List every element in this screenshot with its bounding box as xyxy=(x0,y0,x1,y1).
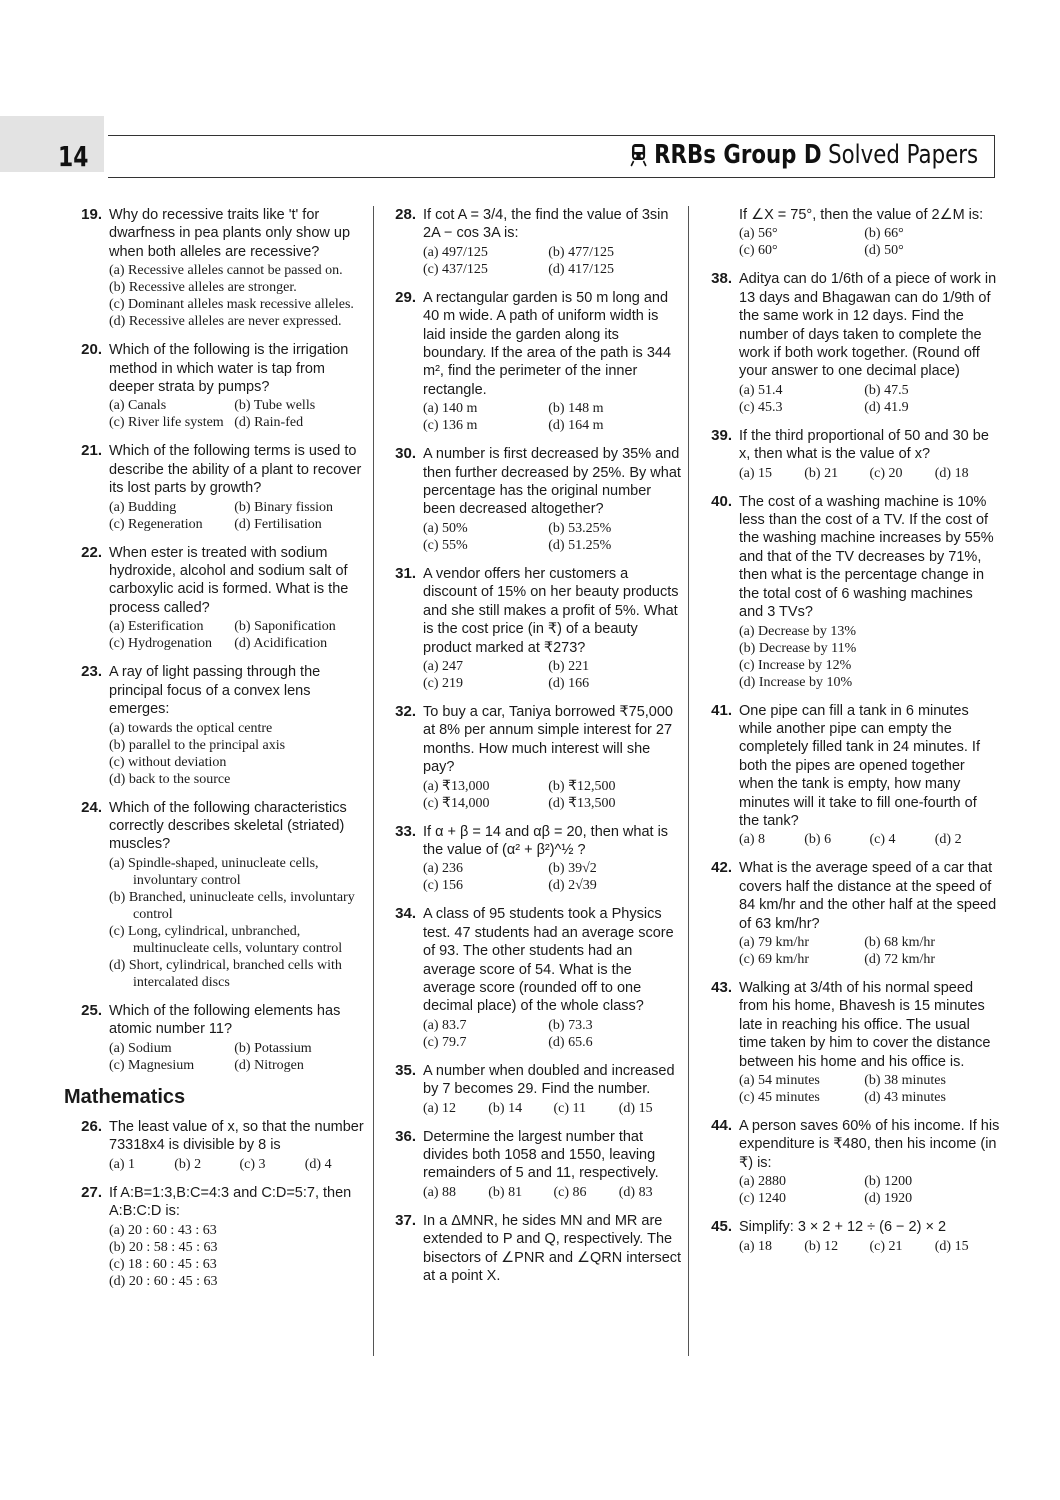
option: (d) 65.6 xyxy=(548,1034,593,1050)
question xyxy=(704,493,1000,691)
option: (b) 66° xyxy=(864,226,904,242)
option: (b) Potassium xyxy=(234,1040,312,1056)
options xyxy=(423,1184,684,1201)
question-number: 39. xyxy=(711,426,732,444)
options xyxy=(739,465,1000,482)
question-text: In a ΔMNR, he sides MN and MR are extended to P and Q, respectively. The bisectors of ∠PNR and ∠QRN intersect at a point X. xyxy=(423,1212,682,1285)
question-number: 38. xyxy=(711,270,732,288)
options xyxy=(739,934,1000,968)
option-row xyxy=(423,261,684,278)
question xyxy=(704,979,1000,1106)
question xyxy=(388,823,684,895)
options xyxy=(109,1222,370,1290)
question-text: If α + β = 14 and αβ = 20, then what is the value of (α² + β²)^½ ? xyxy=(423,823,669,858)
question-text: The least value of x, so that the number 73318x4 is divisible by 8 is xyxy=(109,1118,364,1154)
question-text: Why do recessive traits like 't' for dwarfness in pea plants only show up when both alleles are recessive? xyxy=(109,207,351,260)
option: (d) 2 xyxy=(934,832,962,848)
option: (b) 21 xyxy=(804,465,839,481)
question xyxy=(74,663,370,787)
option-row xyxy=(739,1190,1000,1207)
option: (a) Esterification xyxy=(109,619,204,635)
option: (b) Saponification xyxy=(234,619,336,635)
option: (d) 41.9 xyxy=(864,399,909,415)
option: (a) 12 xyxy=(423,1100,457,1116)
question-text: A class of 95 students took a Physics test. 47 students had an average score of 93. The other students had an average score of 54. What is the average score (rounded off to one decimal place) of the whole class? xyxy=(423,906,674,1015)
series-title-bold: RRBs Group D xyxy=(653,140,822,170)
question xyxy=(74,1184,370,1290)
question-text: What is the average speed of a car that covers half the distance at the speed of 84 km/hr and the other half at the speed of 63 km/hr? xyxy=(739,860,997,932)
page-number: 14 xyxy=(58,140,89,173)
option: (c) without deviation xyxy=(109,754,227,770)
option: (c) 1240 xyxy=(739,1191,787,1207)
question-number: 45. xyxy=(711,1218,732,1236)
option: (c) ₹14,000 xyxy=(423,795,490,811)
option: (b) 1200 xyxy=(864,1174,913,1190)
question-number: 19. xyxy=(81,206,102,223)
option: (a) Recessive alleles cannot be passed on. xyxy=(109,263,343,279)
option-row xyxy=(739,831,1000,848)
option-row xyxy=(423,860,684,877)
option: (a) 51.4 xyxy=(739,382,783,398)
option: (b) Tube wells xyxy=(234,398,316,414)
option: (d) 166 xyxy=(548,675,590,691)
option: (c) 60° xyxy=(739,243,778,259)
question-number: 42. xyxy=(711,859,732,877)
question-number: 33. xyxy=(395,822,416,840)
option-row xyxy=(423,244,684,261)
header-rule xyxy=(108,177,995,178)
question xyxy=(704,859,1000,968)
question-text: A number is first decreased by 35% and then further decreased by 25%. By what percentage has the original number been decreased altogether? xyxy=(423,446,681,518)
options xyxy=(423,860,684,894)
option-row xyxy=(109,1156,370,1173)
option-row xyxy=(739,399,1000,416)
option-row xyxy=(423,778,684,795)
question xyxy=(74,1118,370,1173)
option-row xyxy=(423,1017,684,1034)
options xyxy=(109,618,370,652)
question-number: 41. xyxy=(711,701,732,719)
option-row xyxy=(423,877,684,894)
option: (d) 164 m xyxy=(548,418,604,434)
option: (c) 156 xyxy=(423,878,464,894)
question xyxy=(74,442,370,532)
option: (d) Short, cylindrical, branched cells with intercalated discs xyxy=(109,957,342,990)
question-text: To buy a car, Taniya borrowed ₹75,000 at 8% per annum simple interest for 27 months. How much interest will she pay? xyxy=(423,703,673,776)
question-text: Which of the following terms is used to describe the ability of a plant to recover its lost parts by growth? xyxy=(109,443,362,497)
question-text: Which of the following is the irrigation method in which water is tap from deeper strata by pumps? xyxy=(109,342,349,396)
option: (d) 2√39 xyxy=(548,878,597,894)
option: (d) Nitrogen xyxy=(234,1057,304,1073)
option: (b) Binary fission xyxy=(234,499,334,515)
option: (c) Long, cylindrical, unbranched, multinucleate cells, voluntary control xyxy=(109,923,343,956)
option: (c) 55% xyxy=(423,537,468,553)
option-row xyxy=(423,795,684,812)
header-rule xyxy=(108,135,995,136)
question-text: Which of the following characteristics correctly describes skeletal (striated) muscles? xyxy=(109,799,347,853)
options xyxy=(109,720,370,788)
option-row xyxy=(109,1057,370,1074)
option: (d) 83 xyxy=(618,1184,653,1200)
option-row xyxy=(109,516,370,533)
option-row xyxy=(739,1072,1000,1089)
options xyxy=(109,499,370,533)
option: (d) 417/125 xyxy=(548,261,614,277)
question-text: The cost of a washing machine is 10% less than the cost of a TV. If the cost of the washing machine increases by 55% and that of the TV decreases by 71%, then what is the percentage change in the total cost of 6 washing machines and 3 TVs? xyxy=(739,493,994,621)
question xyxy=(704,1117,1000,1207)
question xyxy=(388,565,684,692)
question xyxy=(388,703,684,812)
option: (d) Rain-fed xyxy=(234,415,304,431)
question xyxy=(704,270,1000,415)
option: (b) 14 xyxy=(488,1100,523,1116)
option: (b) Recessive alleles are stronger. xyxy=(109,280,297,296)
option: (d) Recessive alleles are never expressed. xyxy=(109,314,342,330)
option-row xyxy=(423,658,684,675)
options xyxy=(739,225,1000,259)
option: (d) Increase by 10% xyxy=(739,674,853,690)
option: (a) Budding xyxy=(109,499,177,515)
question-text: A rectangular garden is 50 m long and 40 m wide. A path of uniform width is laid inside the garden along its boundary. If the area of the path is 344 m², find the perimeter of the inner rectangle. xyxy=(423,289,672,398)
option: (a) 236 xyxy=(423,861,464,877)
train-icon xyxy=(629,143,647,167)
options xyxy=(423,778,684,812)
question xyxy=(74,1002,370,1074)
option: (a) Spindle-shaped, uninucleate cells, involuntary control xyxy=(109,855,319,888)
option-row xyxy=(423,1100,684,1117)
options xyxy=(109,855,370,991)
question xyxy=(74,206,370,330)
option-row xyxy=(109,618,370,635)
option-row xyxy=(423,1034,684,1051)
option: (b) 68 km/hr xyxy=(864,934,936,950)
question xyxy=(388,1128,684,1201)
option-row xyxy=(739,382,1000,399)
option: (d) Acidification xyxy=(234,636,328,652)
option-row xyxy=(109,1040,370,1057)
question xyxy=(388,1062,684,1117)
option: (d) 15 xyxy=(618,1100,653,1116)
option: (a) towards the optical centre xyxy=(109,720,273,736)
option: (b) 477/125 xyxy=(548,244,614,260)
question-number: 24. xyxy=(81,798,102,816)
option: (a) 8 xyxy=(739,832,766,848)
option-row xyxy=(739,1238,1000,1255)
option: (b) parallel to the principal axis xyxy=(109,737,286,753)
question-text: If cot A = 3/4, the find the value of 3sin 2A − cos 3A is: xyxy=(423,207,669,242)
question-number: 37. xyxy=(395,1211,416,1229)
option: (d) 20 : 60 : 45 : 63 xyxy=(109,1273,218,1289)
series-title xyxy=(553,140,978,170)
option-row xyxy=(423,417,684,434)
option-row xyxy=(739,1089,1000,1106)
question xyxy=(388,905,684,1050)
option: (a) 83.7 xyxy=(423,1017,467,1033)
option: (a) 54 minutes xyxy=(739,1073,820,1088)
option: (c) 4 xyxy=(869,832,896,848)
option: (d) ₹13,500 xyxy=(548,795,616,811)
option: (a) 56° xyxy=(739,226,778,242)
option: (d) back to the source xyxy=(109,771,231,787)
option: (b) 12 xyxy=(804,1238,839,1254)
question-text: A number when doubled and increased by 7 becomes 29. Find the number. xyxy=(423,1062,675,1098)
option: (d) 1920 xyxy=(864,1191,913,1207)
question-number: 25. xyxy=(81,1001,102,1019)
option: (b) 148 m xyxy=(548,401,604,417)
option: (c) 3 xyxy=(239,1156,266,1172)
options xyxy=(423,658,684,692)
option: (d) 43 minutes xyxy=(864,1090,946,1105)
option-row xyxy=(423,400,684,417)
question xyxy=(704,702,1000,849)
question-text: A ray of light passing through the principal focus of a convex lens emerges: xyxy=(109,664,321,718)
question xyxy=(704,1218,1000,1254)
options xyxy=(423,1017,684,1051)
option: (c) Dominant alleles mask recessive alleles. xyxy=(109,297,354,313)
option: (d) 4 xyxy=(304,1156,332,1172)
question xyxy=(388,445,684,554)
option-row xyxy=(423,1184,684,1201)
question-number: 40. xyxy=(711,492,732,510)
option: (b) 20 : 58 : 45 : 63 xyxy=(109,1239,218,1255)
option: (c) 20 xyxy=(869,465,903,481)
question-text: One pipe can fill a tank in 6 minutes while another pipe can empty the completely filled tank in 24 minutes. If both the pipes are opened together when the tank is empty, how many minutes will it take to fill one-fourth of the tank? xyxy=(739,702,980,829)
option: (a) ₹13,000 xyxy=(423,778,490,794)
option: (c) 79.7 xyxy=(423,1034,467,1050)
question-number: 36. xyxy=(395,1127,416,1145)
option: (d) 18 xyxy=(934,465,969,481)
column-2 xyxy=(388,206,684,1296)
column-1 xyxy=(64,206,370,1301)
option-row xyxy=(109,635,370,652)
options xyxy=(739,382,1000,416)
question xyxy=(704,427,1000,482)
option: (c) 45 minutes xyxy=(739,1090,820,1105)
question-number: 32. xyxy=(395,702,416,720)
question xyxy=(74,544,370,653)
question xyxy=(388,1212,684,1286)
option: (a) Canals xyxy=(109,398,167,414)
options xyxy=(109,1040,370,1074)
options xyxy=(739,1238,1000,1255)
column-3 xyxy=(704,206,1000,1266)
options xyxy=(739,1173,1000,1207)
question-number: 44. xyxy=(711,1117,732,1134)
option: (a) 20 : 60 : 43 : 63 xyxy=(109,1222,217,1238)
option-row xyxy=(109,499,370,516)
question-number: 27. xyxy=(81,1183,102,1201)
options xyxy=(423,400,684,434)
option: (c) 11 xyxy=(553,1100,587,1116)
option: (b) 39√2 xyxy=(548,861,597,877)
option: (c) 45.3 xyxy=(739,399,783,415)
option-row xyxy=(739,465,1000,482)
option-row xyxy=(739,934,1000,951)
option: (c) River life system xyxy=(109,415,224,431)
option: (a) 79 km/hr xyxy=(739,934,809,950)
option: (d) 72 km/hr xyxy=(864,951,936,967)
option: (b) 53.25% xyxy=(548,520,612,536)
option-row xyxy=(423,520,684,537)
option: (b) 6 xyxy=(804,832,832,848)
options xyxy=(739,1072,1000,1106)
option-row xyxy=(739,1173,1000,1190)
option: (b) Branched, uninucleate cells, involuntary control xyxy=(109,889,355,922)
option: (c) 437/125 xyxy=(423,261,488,277)
option: (c) 136 m xyxy=(423,418,478,434)
option: (d) 50° xyxy=(864,243,904,259)
header-rule xyxy=(994,135,995,178)
question-number: 23. xyxy=(81,663,102,681)
question-text: Determine the largest number that divides both 1058 and 1550, leaving remainders of 5 and 11, respectively. xyxy=(423,1128,659,1182)
question xyxy=(74,799,370,991)
options xyxy=(423,244,684,278)
question-number: 43. xyxy=(711,978,732,996)
options xyxy=(109,397,370,431)
option-row xyxy=(423,675,684,692)
question-text: If A:B=1:3,B:C=4:3 and C:D=5:7, then A:B:C:D is: xyxy=(109,1184,352,1220)
column-divider xyxy=(688,206,689,1356)
question-number: 20. xyxy=(81,341,102,359)
question-number: 21. xyxy=(81,442,102,460)
series-title-rest: Solved Papers xyxy=(827,140,978,170)
question-number: 29. xyxy=(395,288,416,306)
question-number: 35. xyxy=(395,1061,416,1079)
options xyxy=(423,1100,684,1117)
option-row xyxy=(109,397,370,414)
option: (a) 88 xyxy=(423,1184,457,1200)
option: (a) Sodium xyxy=(109,1040,172,1056)
option-row xyxy=(423,537,684,554)
option: (c) 69 km/hr xyxy=(739,951,809,967)
question xyxy=(74,341,370,431)
option: (c) Magnesium xyxy=(109,1057,195,1073)
section-heading: Mathematics xyxy=(64,1085,186,1108)
option: (a) 497/125 xyxy=(423,244,488,260)
option: (a) 50% xyxy=(423,520,468,536)
option: (c) Increase by 12% xyxy=(739,657,852,673)
option: (c) Hydrogenation xyxy=(109,636,213,652)
option: (c) 219 xyxy=(423,675,464,691)
question-text: If the third proportional of 50 and 30 be x, then what is the value of x? xyxy=(739,427,989,463)
question-text: When ester is treated with sodium hydroxide, alcohol and sodium salt of carboxylic acid is formed. What is the process called? xyxy=(109,544,349,616)
option: (b) 221 xyxy=(548,658,590,674)
question-text: Walking at 3/4th of his normal speed from his home, Bhavesh is 15 minutes late in reaching his office. The usual time taken by him to cover the distance between his home and his office is. xyxy=(739,979,991,1070)
question-number: 22. xyxy=(81,543,102,561)
question-text: Simplify: 3 × 2 + 12 ÷ (6 − 2) × 2 xyxy=(739,1219,947,1236)
options xyxy=(739,623,1000,691)
option: (b) 73.3 xyxy=(548,1017,593,1033)
options xyxy=(739,831,1000,848)
option: (a) 2880 xyxy=(739,1174,787,1190)
option: (d) 51.25% xyxy=(548,537,612,553)
option: (a) 140 m xyxy=(423,401,478,417)
question-number: 34. xyxy=(395,905,416,923)
question-text: Which of the following elements has atomic number 11? xyxy=(109,1002,341,1038)
option: (a) 18 xyxy=(739,1238,773,1254)
option: (c) 21 xyxy=(869,1238,903,1254)
option: (b) Decrease by 11% xyxy=(739,640,857,656)
option: (b) 81 xyxy=(488,1184,523,1200)
option: (c) Regeneration xyxy=(109,516,203,532)
option: (a) 15 xyxy=(739,465,773,481)
question-continuation xyxy=(704,206,1000,259)
question-number: 28. xyxy=(395,206,416,223)
option: (b) ₹12,500 xyxy=(548,778,616,794)
option: (a) 247 xyxy=(423,658,464,674)
question-number: 26. xyxy=(81,1117,102,1135)
options xyxy=(423,520,684,554)
question xyxy=(388,206,684,278)
question-text: If ∠X = 75°, then the value of 2∠M is: xyxy=(739,207,984,223)
option: (c) 86 xyxy=(553,1184,587,1200)
option: (b) 47.5 xyxy=(864,382,909,398)
option: (d) 15 xyxy=(934,1238,969,1254)
option: (a) 1 xyxy=(109,1156,136,1172)
options xyxy=(109,1156,370,1173)
option: (c) 18 : 60 : 45 : 63 xyxy=(109,1256,217,1272)
column-divider xyxy=(373,206,374,1356)
option-row xyxy=(109,414,370,431)
option: (b) 2 xyxy=(174,1156,202,1172)
question xyxy=(388,289,684,434)
options xyxy=(109,262,370,330)
option-row xyxy=(739,951,1000,968)
option: (a) Decrease by 13% xyxy=(739,623,856,639)
question-text: A vendor offers her customers a discount of 15% on her beauty products and she still makes a profit of 5%. What is the cost price (in ₹) of a beauty product marked at ₹273? xyxy=(423,565,679,656)
question-number: 31. xyxy=(395,564,416,582)
option: (d) Fertilisation xyxy=(234,516,322,532)
question-number: 30. xyxy=(395,445,416,463)
question-text: Aditya can do 1/6th of a piece of work in 13 days and Bhagawan can do 1/9th of the same work in 12 days. Find the number of days taken to complete the work if both work together. (Round off your answer to one decimal place) xyxy=(739,271,997,380)
option: (b) 38 minutes xyxy=(864,1073,946,1088)
question-text: A person saves 60% of his income. If his expenditure is ₹480, then his income (in ₹) is: xyxy=(739,1118,1000,1171)
